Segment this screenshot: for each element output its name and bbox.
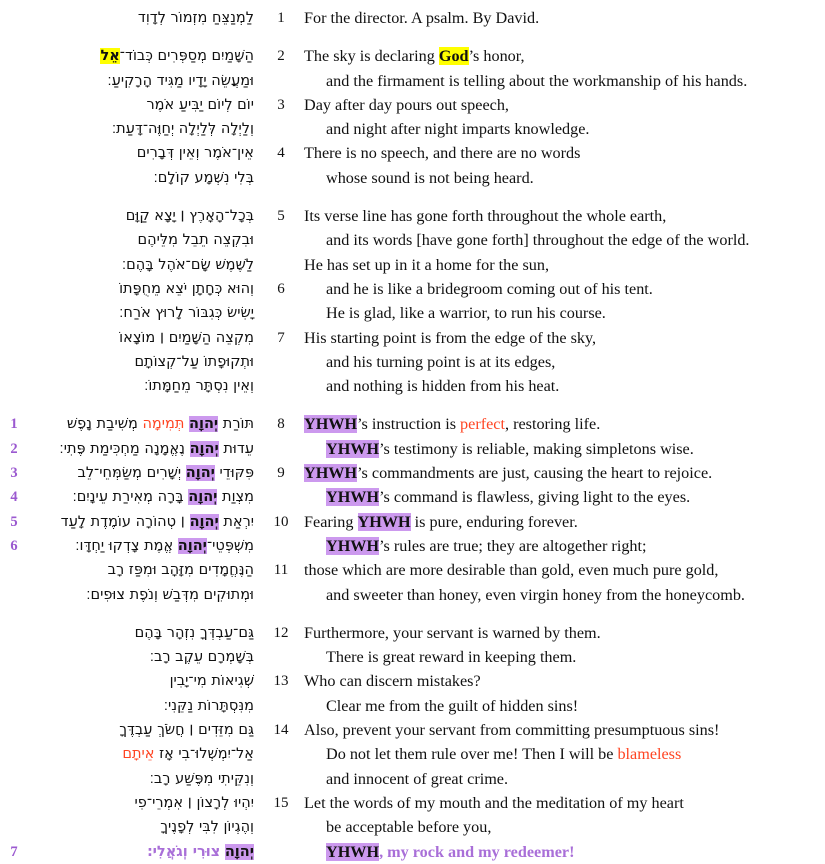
verse-stanza: [0, 412, 825, 606]
english-line: [304, 621, 821, 645]
text-run: יִהְיוּ לְרָצוֹן ׀ אִמְרֵי־פִי: [134, 794, 254, 811]
text-run: פִּקּוּדֵי: [214, 465, 254, 482]
hebrew-line: [28, 669, 254, 693]
text-run: ’s command is flawless, giving light to the eyes.: [379, 488, 691, 507]
margin-marker: 4: [10, 489, 18, 506]
highlighted-text: YHWH: [304, 415, 358, 434]
highlighted-text: יְהוָה: [189, 513, 219, 530]
hebrew-line: [28, 840, 254, 864]
hebrew-line: [28, 301, 254, 325]
english-line: [304, 93, 821, 117]
text-run: He has set up in it a home for the sun,: [304, 255, 550, 274]
margin-marker: [0, 669, 28, 693]
text-run: For the director. A psalm. By David.: [304, 9, 540, 27]
verse-number-column: [260, 44, 302, 190]
hebrew-line: [28, 253, 254, 277]
margin-marker: [0, 277, 28, 301]
english-line: [304, 204, 821, 228]
text-run: וּמַעֲשֵׂה יָדָיו מַגִּיד הָרָקִיעַ׃: [107, 72, 254, 89]
verse-number: [260, 815, 302, 839]
english-line: [304, 669, 821, 693]
verse-number-column: [260, 412, 302, 606]
text-run: לַמְנַצֵּחַ מִזְמוֹר לְדָוִד: [137, 10, 254, 26]
margin-marker: [0, 374, 28, 398]
text-run: There is no speech, and there are no words: [304, 144, 581, 163]
text-run: Clear me from the guilt of hidden sins!: [326, 696, 579, 715]
text-run: Its verse line has gone forth throughout the whole earth,: [304, 207, 667, 226]
english-line: [304, 301, 821, 325]
margin-marker-column: [0, 204, 28, 398]
margin-marker: 2: [10, 440, 18, 457]
english-line: [304, 840, 821, 864]
text-run: There is great reward in keeping them.: [326, 648, 577, 667]
verse-number-column: [260, 204, 302, 398]
verse-stanza: [0, 6, 825, 30]
text-run: , restoring life.: [504, 415, 601, 434]
hebrew-column: [28, 6, 260, 30]
text-run: הַשָּׁמַיִם מְסַפְּרִים כְּבוֹד־: [119, 48, 254, 65]
english-line: [304, 117, 821, 141]
text-run: Also, prevent your servant from committing presumptuous sins!: [304, 721, 720, 740]
margin-marker: [0, 791, 28, 815]
hebrew-line: [28, 6, 254, 30]
text-run: Do not let them rule over me! Then I will be: [326, 745, 618, 764]
text-run: and his turning point is at its edges,: [326, 352, 556, 371]
margin-marker: [0, 558, 28, 582]
hebrew-line: [28, 534, 254, 558]
verse-number-column: [260, 6, 302, 30]
highlighted-text: יְהוָה: [185, 465, 215, 482]
english-line: [304, 141, 821, 165]
margin-marker: [0, 694, 28, 718]
hebrew-line: [28, 718, 254, 742]
highlighted-text: YHWH: [326, 488, 380, 507]
english-line: [304, 645, 821, 669]
verse-number: 12: [273, 624, 289, 641]
margin-marker: [0, 350, 28, 374]
english-line: [304, 558, 821, 582]
highlighted-text: יְהוָה: [177, 537, 207, 554]
hebrew-line: [28, 228, 254, 252]
hebrew-line: [28, 767, 254, 791]
english-line: [304, 69, 821, 93]
verse-number-column: [260, 621, 302, 864]
hebrew-line: [28, 510, 254, 534]
text-run: עֵדוּת: [218, 440, 254, 457]
verse-number: [260, 117, 302, 141]
text-run: ’s rules are true; they are altogether right;: [379, 536, 647, 555]
text-run: The sky is declaring: [304, 47, 439, 66]
text-run: ’s honor,: [468, 47, 525, 66]
text-run: ’s instruction is: [357, 415, 461, 434]
verse-number: [260, 437, 302, 461]
hebrew-line: [28, 437, 254, 461]
margin-marker: 6: [10, 537, 18, 554]
text-run: וְלַיְלָה לְּלַיְלָה יְחַוֶּה־דָּעַת׃: [111, 121, 254, 138]
hebrew-column: [28, 621, 260, 864]
highlighted-text: YHWH: [326, 536, 380, 555]
english-line: [304, 742, 821, 766]
text-run: ׀ טְהוֹרָה עוֹמֶדֶת לָעַד: [60, 513, 190, 530]
verse-number: 5: [277, 208, 285, 225]
verse-number: [260, 301, 302, 325]
hebrew-line: [28, 374, 254, 398]
text-run: אַל־יִמְשְׁלוּ־בִי אָז: [154, 746, 254, 763]
text-run: מִשְׁפְּטֵי־: [206, 537, 254, 554]
margin-marker: [0, 6, 28, 30]
verse-number: 11: [273, 562, 289, 579]
text-run: מִקְצֵה הַשָּׁמַיִם ׀ מוֹצָאוֹ: [119, 329, 254, 346]
margin-marker-column: [0, 44, 28, 190]
hebrew-line: [28, 558, 254, 582]
text-run: וְאֵין נִסְתָּר מֵחַמָּתוֹ׃: [144, 378, 254, 395]
text-run: לַשֶּׁמֶשׁ שָׂם־אֹהֶל בָּהֶם׃: [121, 256, 254, 273]
hebrew-line: [28, 204, 254, 228]
text-run: Furthermore, your servant is warned by them.: [304, 623, 601, 642]
margin-marker: [0, 326, 28, 350]
verse-number: [260, 69, 302, 93]
highlighted-text: YHWH: [326, 842, 380, 861]
highlighted-text: יְהוָה: [224, 843, 254, 860]
margin-marker: [0, 228, 28, 252]
english-line: [304, 277, 821, 301]
english-line: [304, 326, 821, 350]
verse-number: [260, 840, 302, 864]
english-line: [304, 166, 821, 190]
text-run: אֵין־אֹמֶר וְאֵין דְּבָרִים: [136, 145, 254, 162]
text-run: וּתְקוּפָתוֹ עַל־קְצוֹתָם: [134, 353, 254, 370]
margin-marker-column: [0, 6, 28, 30]
text-run: שְׁגִיאוֹת מִי־יָבִין: [169, 673, 254, 690]
margin-marker: [0, 44, 28, 68]
margin-marker: 1: [10, 416, 18, 433]
highlighted-text: אֵל: [100, 48, 120, 65]
colored-text: צוּרִי וְגֹאֲלִי׃: [147, 843, 221, 860]
margin-marker: [0, 204, 28, 228]
text-run: הַנֶּחֱמָדִים מִזָּהָב וּמִפַּז רָב: [107, 562, 254, 579]
english-line: [304, 694, 821, 718]
text-run: Who can discern mistakes?: [304, 672, 481, 691]
hebrew-line: [28, 350, 254, 374]
english-column: [302, 44, 825, 190]
text-run: is pure, enduring forever.: [410, 512, 578, 531]
verse-number: [260, 767, 302, 791]
hebrew-line: [28, 277, 254, 301]
verse-number: 10: [273, 513, 289, 530]
verse-number: 9: [277, 465, 285, 482]
text-run: בְּכָל־הָאָרֶץ ׀ יָצָא קַוָּם: [125, 208, 254, 225]
english-line: [304, 583, 821, 607]
english-column: [302, 6, 825, 30]
margin-marker: [0, 93, 28, 117]
highlighted-text: יְהוָה: [189, 416, 219, 433]
margin-marker: [0, 166, 28, 190]
text-run: those which are more desirable than gold, even much pure gold,: [304, 561, 719, 580]
text-run: His starting point is from the edge of the sky,: [304, 328, 597, 347]
text-run: אֱמֶת צָדְקוּ יַחְדָּו׃: [75, 537, 178, 554]
text-run: בְּשָׁמְרָם עֵקֶב רָב׃: [149, 649, 254, 666]
colored-text: תְּמִימָה: [142, 416, 185, 433]
text-run: וְנִקֵּיתִי מִפֶּשַׁע רָב׃: [149, 770, 254, 787]
verse-number: [260, 583, 302, 607]
margin-marker: [0, 718, 28, 742]
verse-number: [260, 350, 302, 374]
colored-text: , my rock and my redeemer!: [379, 842, 575, 861]
hebrew-line: [28, 583, 254, 607]
text-run: Fearing: [304, 512, 358, 531]
margin-marker: 5: [10, 513, 18, 530]
highlighted-text: YHWH: [326, 439, 380, 458]
text-run: מִצְוַת: [217, 489, 254, 506]
text-run: וּמְתוּקִים מִדְּבַשׁ וְנֹפֶת צוּפִים׃: [86, 586, 254, 603]
hebrew-line: [28, 485, 254, 509]
verse-number: 1: [277, 10, 285, 26]
verse-number: [260, 694, 302, 718]
margin-marker-column: [0, 412, 28, 606]
text-run: whose sound is not being heard.: [326, 168, 534, 187]
text-run: He is glad, like a warrior, to run his course.: [326, 304, 606, 323]
text-run: מִנִּסְתָּרוֹת נַקֵּנִי׃: [163, 697, 254, 714]
english-line: [304, 815, 821, 839]
hebrew-line: [28, 117, 254, 141]
hebrew-column: [28, 204, 260, 398]
text-run: and sweeter than honey, even virgin honey from the honeycomb.: [326, 585, 745, 604]
margin-marker: 7: [10, 843, 18, 860]
text-run: גַּם מִזֵּדִים ׀ חֲשֹׂךְ עַבְדֶּךָ: [119, 722, 254, 739]
colored-text: perfect: [460, 415, 505, 434]
verse-number: 6: [277, 280, 285, 297]
text-run: וְהוּא כְּחָתָן יֹצֵא מֵחֻפָּתוֹ: [119, 280, 254, 297]
colored-text: אֵיתָם: [122, 746, 155, 763]
english-line: [304, 228, 821, 252]
verse-number: [260, 374, 302, 398]
text-run: ’s testimony is reliable, making simpletons wise.: [379, 439, 694, 458]
highlighted-text: YHWH: [357, 512, 411, 531]
hebrew-line: [28, 412, 254, 436]
margin-marker: [0, 117, 28, 141]
verse-number: 4: [277, 145, 285, 162]
text-run: and the firmament is telling about the workmanship of his hands.: [326, 71, 748, 90]
highlighted-text: יְהוָה: [189, 440, 219, 457]
hebrew-line: [28, 645, 254, 669]
english-column: [302, 621, 825, 864]
english-line: [304, 253, 821, 277]
text-run: יְשָׁרִים מְשַׂמְּחֵי־לֵב: [77, 465, 186, 482]
verse-number: 8: [277, 416, 285, 433]
verse-number: [260, 166, 302, 190]
text-run: Day after day pours out speech,: [304, 95, 509, 114]
hebrew-line: [28, 621, 254, 645]
english-line: [304, 350, 821, 374]
colored-text: blameless: [617, 745, 682, 764]
hebrew-line: [28, 93, 254, 117]
verse-number: 15: [273, 794, 289, 811]
margin-marker: [0, 742, 28, 766]
text-run: and innocent of great crime.: [326, 769, 509, 788]
text-run: בְּלִי נִשְׁמָע קוֹלָם׃: [153, 169, 254, 186]
text-run: בָּרָה מְאִירַת עֵינָיִם׃: [72, 489, 189, 506]
text-run: יָשִׂישׂ כְּגִבּוֹר לָרוּץ אֹרַח׃: [119, 305, 254, 322]
text-run: יוֹם לְיוֹם יַבִּיעַ אֹמֶר: [146, 96, 254, 113]
hebrew-line: [28, 69, 254, 93]
margin-marker: [0, 583, 28, 607]
highlighted-text: יְהוָה: [188, 489, 218, 506]
margin-marker: [0, 645, 28, 669]
hebrew-line: [28, 44, 254, 68]
text-run: and its words [have gone forth] throughout the edge of the world.: [326, 231, 750, 250]
text-run: ’s commandments are just, causing the heart to rejoice.: [357, 464, 713, 483]
margin-marker: [0, 141, 28, 165]
hebrew-line: [28, 815, 254, 839]
english-line: [304, 485, 821, 509]
hebrew-column: [28, 412, 260, 606]
english-line: [304, 718, 821, 742]
text-run: נֶאֱמָנָה מַחְכִּימַת פֶּתִי׃: [59, 440, 190, 457]
text-run: Let the words of my mouth and the meditation of my heart: [304, 793, 684, 812]
verse-number: 13: [273, 673, 289, 690]
hebrew-column: [28, 44, 260, 190]
hebrew-line: [28, 791, 254, 815]
stanza-list: [0, 6, 825, 864]
verse-number: [260, 253, 302, 277]
text-run: וּבִקְצֵה תֵבֵל מִלֵּיהֶם: [137, 232, 254, 249]
english-line: [304, 6, 821, 30]
verse-number: 14: [273, 722, 289, 739]
text-run: וְהֶגְיוֹן לִבִּי לְפָנֶיךָ: [160, 819, 254, 836]
text-run: גַּם־עַבְדְּךָ נִזְהָר בָּהֶם: [134, 624, 254, 641]
english-line: [304, 510, 821, 534]
text-run: and night after night imparts knowledge.: [326, 120, 590, 139]
english-column: [302, 204, 825, 398]
verse-number: [260, 645, 302, 669]
verse-number: [260, 485, 302, 509]
hebrew-line: [28, 141, 254, 165]
verse-number: 2: [277, 48, 285, 65]
verse-number: [260, 742, 302, 766]
highlighted-text: YHWH: [304, 464, 358, 483]
verse-stanza: [0, 44, 825, 190]
hebrew-line: [28, 694, 254, 718]
verse-stanza: [0, 621, 825, 864]
english-line: [304, 437, 821, 461]
english-line: [304, 461, 821, 485]
english-column: [302, 412, 825, 606]
margin-marker: [0, 301, 28, 325]
margin-marker: [0, 767, 28, 791]
margin-marker: [0, 621, 28, 645]
margin-marker: [0, 815, 28, 839]
margin-marker: [0, 69, 28, 93]
verse-number: [260, 534, 302, 558]
english-line: [304, 767, 821, 791]
hebrew-line: [28, 461, 254, 485]
verse-number: 7: [277, 329, 285, 346]
text-run: יִרְאַת: [218, 513, 254, 530]
text-run: מְשִׁיבַת נָפֶשׁ: [66, 416, 143, 433]
verse-number: [260, 228, 302, 252]
margin-marker: 3: [10, 465, 18, 482]
english-line: [304, 412, 821, 436]
english-line: [304, 534, 821, 558]
verse-stanza: [0, 204, 825, 398]
hebrew-line: [28, 326, 254, 350]
english-line: [304, 374, 821, 398]
text-run: and nothing is hidden from his heat.: [326, 377, 560, 396]
verse-number: 3: [277, 96, 285, 113]
highlighted-text: God: [438, 47, 469, 66]
text-run: תּוֹרַת: [218, 416, 254, 433]
text-run: and he is like a bridegroom coming out of his tent.: [326, 279, 653, 298]
text-run: be acceptable before you,: [326, 818, 492, 837]
margin-marker: [0, 253, 28, 277]
english-line: [304, 44, 821, 68]
hebrew-line: [28, 742, 254, 766]
margin-marker-column: [0, 621, 28, 864]
hebrew-line: [28, 166, 254, 190]
english-line: [304, 791, 821, 815]
